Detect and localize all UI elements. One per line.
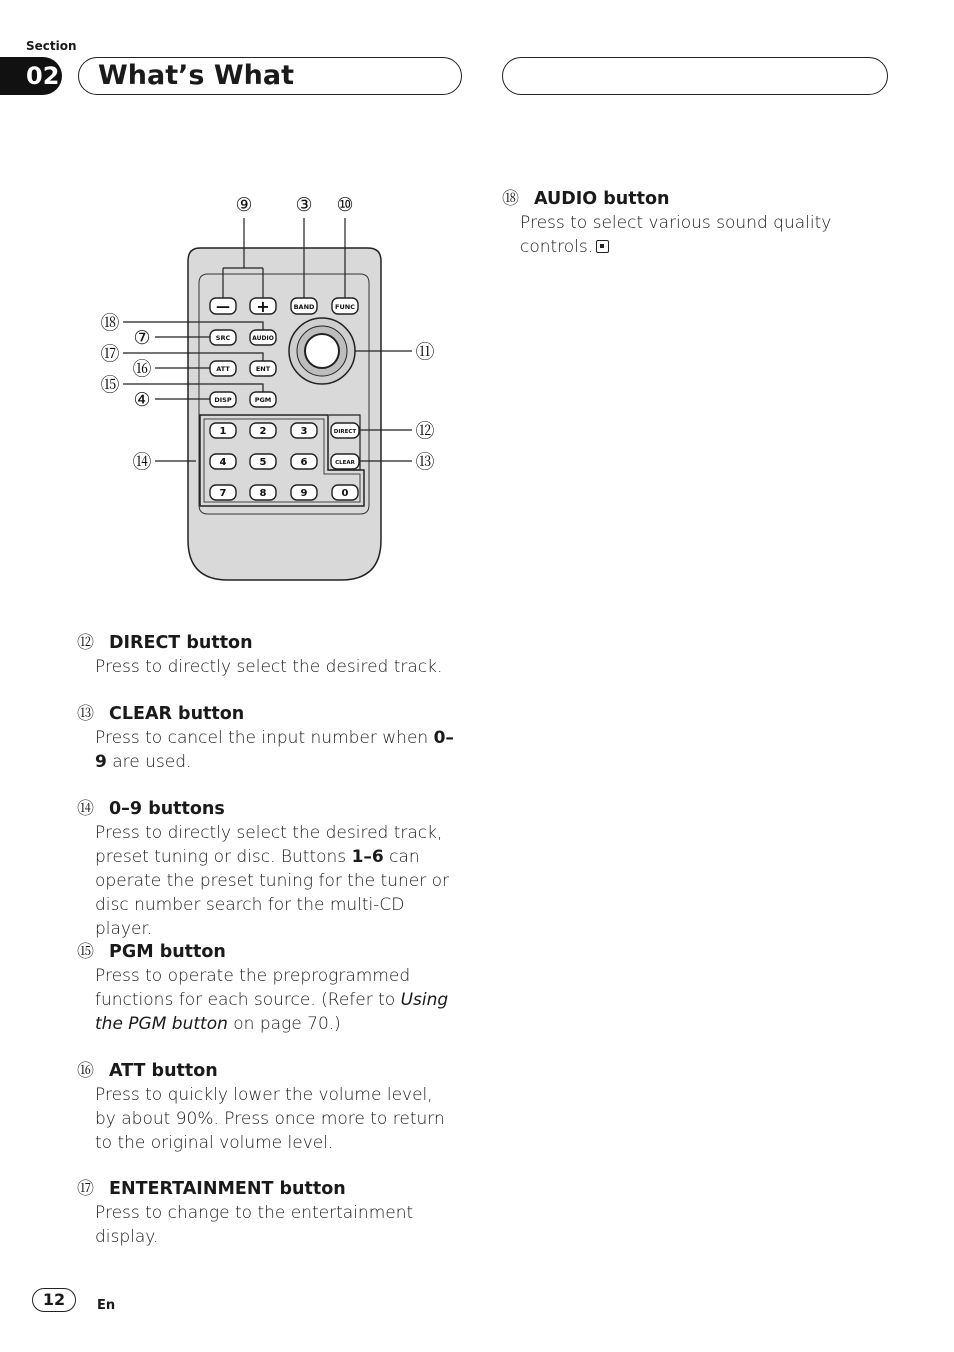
band-key-label: BAND: [293, 303, 315, 311]
minus-key-label: —: [216, 299, 230, 315]
item-body: Press to directly select the desired track.: [95, 657, 443, 677]
key-3-label: 3: [300, 426, 308, 437]
entertainment-button-item: [77, 1177, 457, 1249]
item-title: ENTERTAINMENT button: [109, 1179, 346, 1199]
pgm-key-label: PGM: [254, 396, 272, 404]
key-7-label: 7: [219, 488, 227, 499]
direct-button-item: [77, 631, 457, 679]
item-number: ⑰: [77, 1179, 94, 1199]
digit-buttons-item: [77, 797, 457, 941]
callout-18: ⑱: [100, 312, 120, 334]
key-0-label: 0: [341, 488, 349, 499]
key-5-label: 5: [259, 457, 267, 468]
item-body: Press to cancel the input number when 0–9 are used.: [95, 728, 454, 772]
callout-4: ④: [133, 389, 151, 411]
key-2-label: 2: [259, 426, 267, 437]
key-1-label: 1: [219, 426, 227, 437]
direct-key-label: DIRECT: [333, 429, 357, 435]
end-square-icon: [596, 240, 609, 253]
item-title: AUDIO button: [534, 189, 670, 209]
item-body: Press to select various sound quality controls.: [520, 213, 832, 257]
item-title: ATT button: [109, 1061, 218, 1081]
clear-key-label: CLEAR: [335, 460, 355, 466]
callout-11: ⑪: [415, 341, 435, 363]
callout-16: ⑯: [132, 358, 152, 380]
item-title: CLEAR button: [109, 704, 245, 724]
callout-12: ⑫: [415, 420, 435, 442]
src-key-label: SRC: [215, 334, 231, 342]
att-button-item: [77, 1059, 457, 1155]
page-title: What’s What: [98, 60, 294, 91]
func-key-label: FUNC: [335, 303, 355, 311]
item-number: ⑭: [77, 799, 94, 819]
key-6-label: 6: [300, 457, 308, 468]
remote-control-diagram: [0, 0, 954, 600]
item-number: ⑬: [77, 704, 94, 724]
item-body: Press to change to the entertainment display.: [95, 1203, 414, 1247]
item-title: 0–9 buttons: [109, 799, 225, 819]
callout-3: ③: [295, 194, 313, 216]
item-body: Press to directly select the desired track, preset tuning or disc. Buttons 1–6 can operate the preset tuning for the tuner or disc number search for the multi-CD player.: [95, 823, 449, 939]
item-body: Press to operate the preprogrammed functions for each source. (Refer to Using the PGM button on page 70.): [95, 966, 449, 1034]
callout-17: ⑰: [100, 343, 120, 365]
language-label: En: [97, 1298, 116, 1313]
callout-14: ⑭: [132, 451, 152, 473]
item-number: ⑮: [77, 942, 94, 962]
item-body: Press to quickly lower the volume level, by about 90%. Press once more to return to the original volume level.: [95, 1085, 445, 1153]
key-9-label: 9: [300, 488, 308, 499]
ent-key-label: ENT: [255, 365, 271, 373]
section-label: Section: [26, 39, 77, 53]
callout-9: ⑨: [235, 194, 253, 216]
section-number-badge: 02: [0, 57, 62, 95]
page-number: 12: [32, 1288, 76, 1312]
item-title: DIRECT button: [109, 633, 253, 653]
callout-13: ⑬: [415, 451, 435, 473]
joystick-knob: [305, 334, 339, 368]
item-number: ⑱: [502, 189, 519, 209]
key-8-label: 8: [259, 488, 267, 499]
clear-button-item: [77, 702, 457, 774]
item-number: ⑫: [77, 633, 94, 653]
disp-key-label: DISP: [214, 396, 232, 404]
plus-key-label: +: [256, 297, 270, 316]
audio-key-label: AUDIO: [252, 335, 274, 342]
pgm-button-item: [77, 940, 457, 1036]
callout-7: ⑦: [133, 327, 151, 349]
callout-10: ⑩: [336, 194, 354, 216]
att-key-label: ATT: [216, 365, 230, 373]
item-title: PGM button: [109, 942, 226, 962]
item-number: ⑯: [77, 1061, 94, 1081]
key-4-label: 4: [219, 457, 227, 468]
audio-button-item: [502, 187, 872, 259]
callout-15: ⑮: [100, 374, 120, 396]
